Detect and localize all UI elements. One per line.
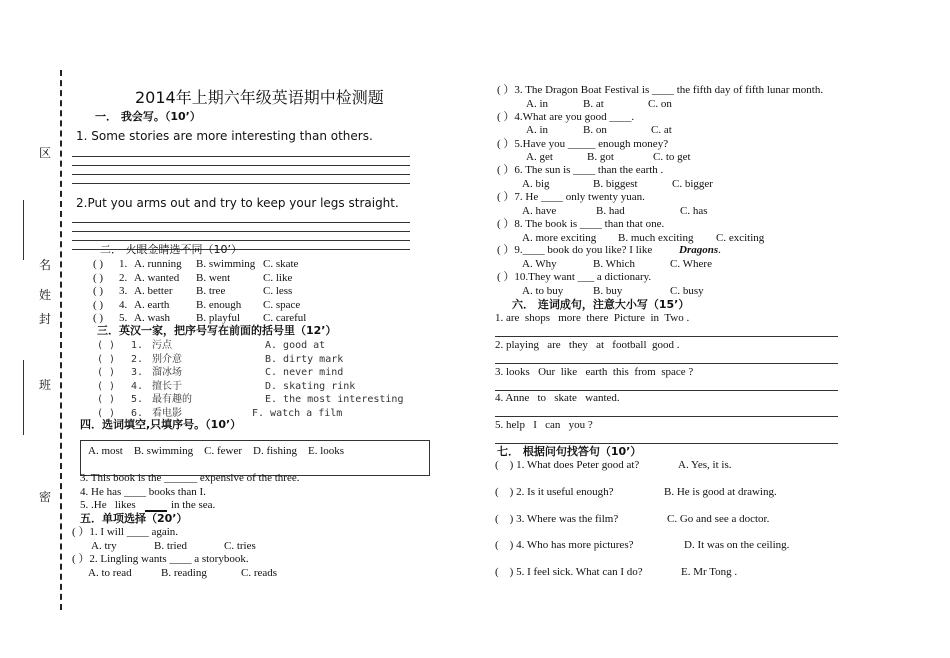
answer-line[interactable]: [72, 222, 410, 223]
answer-line[interactable]: [72, 174, 410, 175]
side-label-name: 名: [38, 258, 51, 272]
word-bank-options: A. most B. swimming C. fewer D. fishing E. looks: [88, 445, 345, 457]
option-b: B. on: [583, 124, 607, 137]
option-b: B. swimming: [196, 258, 256, 270]
english-term: B. dirty mark: [265, 353, 344, 365]
answer-bracket[interactable]: ( ): [93, 271, 104, 284]
option-b: B. went: [196, 271, 231, 284]
side-name-line: [23, 200, 24, 260]
section-6-heading: 六． 连词成句，注意大小写（15’）: [512, 298, 690, 311]
option-b: B. got: [587, 151, 614, 164]
chinese-term: 擅长于: [152, 380, 182, 392]
option-b: B. much exciting: [618, 231, 694, 244]
chinese-term: 溜冰场: [152, 367, 182, 378]
option-a: A. big: [522, 177, 550, 190]
question-q6: ( ）6. The sun is ____ than the earth .: [497, 164, 664, 177]
question-number: 2.: [131, 353, 144, 365]
option-c: C. at: [651, 124, 672, 137]
option-c: C. has: [680, 204, 708, 217]
section-1-heading: 一． 我会写。（10’）: [95, 110, 201, 123]
section-7-heading: 七． 根据问句找答句（10’）: [497, 445, 642, 458]
question-number: 6.: [131, 407, 144, 419]
s5-q9-dragons: Dragons: [679, 244, 719, 256]
option-c: C. careful: [263, 312, 307, 324]
option-a: A. in: [526, 97, 548, 110]
chinese-term: 污点: [152, 340, 172, 351]
option-a: A. wanted: [134, 271, 180, 284]
question-q7: ( ）7. He ____ only twenty yuan.: [497, 191, 645, 204]
option-c: C. like: [263, 271, 293, 284]
option-a: A. running: [134, 258, 182, 270]
question-q3: ( ）3. The Dragon Boat Festival is ____ the fifth day of fifth lunar month.: [497, 84, 824, 96]
section-4-heading: 四．选词填空,只填序号。（10’）: [80, 418, 242, 431]
english-term: C. never mind: [265, 367, 344, 378]
side-label-surname: 姓: [38, 288, 51, 302]
question-number: 1.: [131, 340, 144, 351]
question-number: 2.: [119, 271, 128, 284]
answer-bracket[interactable]: ( ): [97, 407, 116, 419]
answer-line[interactable]: [72, 240, 410, 241]
answer-line[interactable]: [72, 165, 410, 166]
option-c: C. on: [648, 97, 672, 110]
option-a: A. more exciting: [522, 231, 597, 244]
answer-option: C. Go and see a doctor.: [667, 512, 770, 525]
answer-bracket[interactable]: ( ): [97, 394, 116, 405]
option-b: B. enough: [196, 298, 242, 311]
option-c: C. to get: [653, 151, 691, 164]
answer-bracket[interactable]: ( ): [97, 340, 116, 351]
option-c: C. less: [263, 285, 293, 297]
question-q4: ( ）4.What are you good ____.: [497, 110, 635, 123]
question-q5: ( ）5.Have you _____ enough money?: [497, 137, 669, 150]
answer-line[interactable]: [72, 156, 410, 157]
section-3-heading: 三．英汉一家，把序号写在前面的括号里（12’）: [97, 324, 337, 337]
s5-q9-opt-a: A. Why: [522, 258, 557, 270]
option-b: B. playful: [196, 312, 240, 324]
question-number: 1.: [119, 258, 128, 270]
page-title: 2014年上期六年级英语期中检测题: [135, 88, 384, 107]
question-number: 3.: [131, 367, 144, 378]
s5-q1: ( ）1. I will ____ again.: [72, 526, 179, 538]
side-label-class: 班: [38, 378, 51, 392]
answer-line[interactable]: [72, 231, 410, 232]
option-a: A. wash: [134, 312, 171, 324]
s5-q10-opt-c: C. busy: [670, 285, 704, 297]
option-a: A. have: [522, 204, 557, 217]
side-label-secret: 密: [38, 490, 51, 504]
question-number: 5.: [119, 312, 128, 324]
binding-dashed-line: [60, 70, 62, 610]
s5-q9-opt-b: B. Which: [593, 258, 635, 270]
question-row[interactable]: ( ) 2. Is it useful enough?: [495, 485, 614, 498]
option-c: C. exciting: [716, 231, 765, 244]
chinese-term: 看电影: [152, 407, 182, 419]
answer-line[interactable]: [495, 336, 838, 337]
option-a: A. better: [134, 285, 173, 297]
question-row[interactable]: ( ) 1. What does Peter good at?: [495, 459, 640, 471]
question-q8: ( ）8. The book is ____ than that one.: [497, 218, 665, 230]
answer-option: B. He is good at drawing.: [664, 485, 777, 498]
answer-line[interactable]: [495, 390, 838, 391]
s5-q2-opt-a: A. to read: [88, 567, 132, 579]
s4-q5-end: in the sea.: [171, 499, 216, 511]
answer-bracket[interactable]: ( ): [93, 258, 104, 270]
english-term: A. good at: [265, 340, 326, 351]
s4-q4: 4. He has ____ books than I.: [80, 486, 206, 498]
question-number: 5.: [131, 394, 144, 405]
question-number: 3.: [119, 285, 128, 297]
option-c: C. space: [263, 298, 301, 311]
s5-q2: ( ）2. Lingling wants ____ a storybook.: [72, 553, 249, 565]
section-2-heading: 二． 火眼金睛选不同（10’）: [100, 243, 242, 256]
question-number: 4.: [131, 380, 144, 392]
side-label-district: 区: [38, 146, 51, 160]
s1-q2: 2.Put you arms out and try to keep your legs straight.: [76, 196, 399, 210]
english-term: D. skating rink: [265, 380, 356, 392]
option-a: A. earth: [134, 298, 170, 311]
option-b: B. biggest: [593, 177, 638, 190]
s5-q10-opt-b: B. buy: [593, 285, 623, 297]
side-label-seal: 封: [38, 312, 51, 326]
option-b: B. tree: [196, 285, 226, 297]
question-number: 4.: [119, 298, 128, 311]
s5-q9-start: ( ）9.____ book do you like? I like: [497, 244, 653, 256]
option-c: C. skate: [263, 258, 299, 270]
option-b: B. had: [596, 204, 625, 217]
english-term: E. the most interesting: [265, 394, 404, 405]
s5-q2-opt-c: C. reads: [241, 567, 278, 579]
answer-bracket[interactable]: ( ): [93, 298, 104, 311]
side-class-line: [23, 360, 24, 435]
s5-q9-word: Dragons.: [679, 244, 721, 256]
s4-q5-start: 5. .He likes: [80, 499, 136, 511]
s1-q1: 1. Some stories are more interesting than others.: [76, 129, 373, 143]
answer-option: D. It was on the ceiling.: [684, 539, 790, 552]
s5-q1-opt-c: C. tries: [224, 540, 256, 552]
english-term: F. watch a film: [252, 407, 343, 419]
question-row[interactable]: ( ) 3. Where was the film?: [495, 512, 619, 525]
s4-q3: 3. This book is the ______ expensive of the three.: [80, 472, 300, 484]
chinese-term: 别介意: [152, 353, 182, 365]
answer-line[interactable]: [495, 416, 838, 417]
answer-option: E. Mr Tong .: [681, 566, 738, 579]
answer-bracket[interactable]: ( ): [97, 353, 116, 365]
sentence-item: 3. looks Our like earth this from space ?: [495, 365, 694, 378]
s5-q9-opt-c: C. Where: [670, 258, 712, 270]
s5-q10-opt-a: A. to buy: [522, 285, 564, 297]
question-row[interactable]: ( ) 4. Who has more pictures?: [495, 539, 634, 552]
sentence-item: 4. Anne to skate wanted.: [495, 392, 620, 405]
answer-bracket[interactable]: ( ): [93, 285, 104, 297]
chinese-term: 最有趣的: [152, 394, 192, 405]
option-a: A. get: [526, 151, 553, 164]
answer-line[interactable]: [495, 363, 838, 364]
s5-q10: ( ）10.They want ___ a dictionary.: [497, 271, 652, 283]
sentence-item: 1. are shops more there Picture in Two .: [495, 312, 690, 324]
s5-q2-opt-b: B. reading: [161, 567, 207, 579]
s5-q1-opt-b: B. tried: [154, 540, 187, 552]
question-row[interactable]: ( ) 5. I feel sick. What can I do?: [495, 566, 643, 579]
option-b: B. at: [583, 97, 604, 110]
s5-q1-opt-a: A. try: [91, 540, 117, 552]
sentence-item: 5. help I can you ?: [495, 419, 593, 432]
answer-bracket[interactable]: ( ): [97, 367, 116, 378]
option-a: A. in: [526, 124, 548, 137]
answer-option: A. Yes, it is.: [678, 459, 732, 471]
sentence-item: 2. playing are they at football good .: [495, 338, 680, 351]
answer-line[interactable]: [72, 183, 410, 184]
option-c: C. bigger: [672, 177, 713, 190]
answer-bracket[interactable]: ( ): [93, 312, 104, 324]
answer-bracket[interactable]: ( ): [97, 380, 116, 392]
section-5-heading: 五．单项选择（20’）: [80, 512, 188, 525]
